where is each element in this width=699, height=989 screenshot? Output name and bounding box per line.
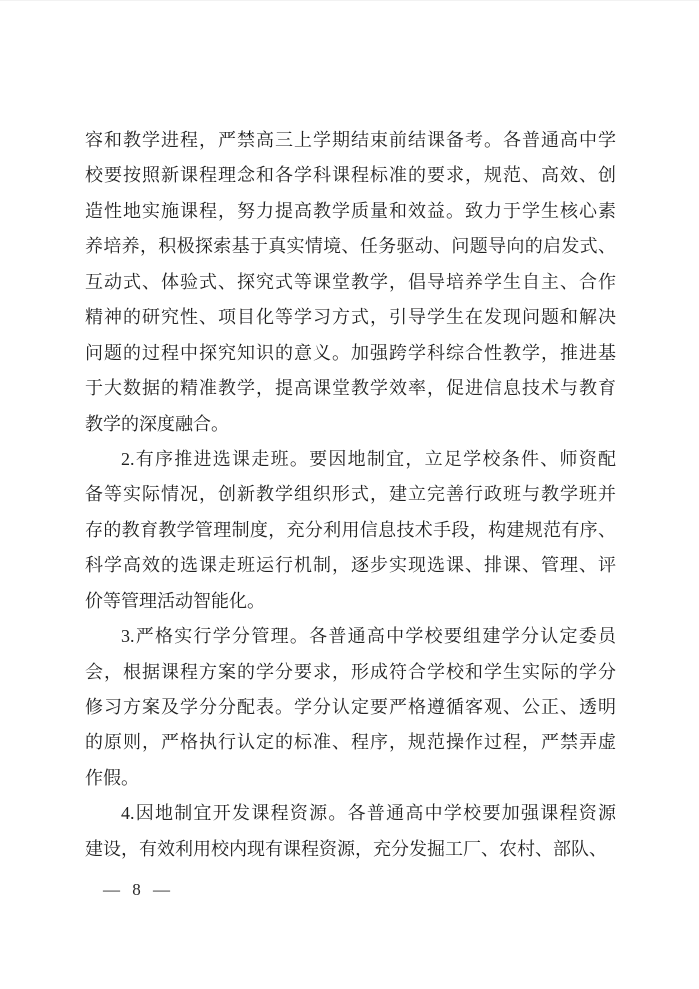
text-line: 价等管理活动智能化。 bbox=[85, 590, 265, 611]
text-line: 养培养，积极探索基于真实情境、任务驱动、问题导向的启发式、 bbox=[85, 236, 616, 257]
text-line: 问题的过程中探究知识的意义。加强跨学科综合性教学，推进基 bbox=[85, 342, 616, 363]
text-line: 4.因地制宜开发课程资源。各普通高中学校要加强课程资源 bbox=[121, 803, 616, 824]
text-line: 互动式、体验式、探究式等课堂教学，倡导培养学生自主、合作 bbox=[85, 271, 616, 292]
text-line: 2.有序推进选课走班。要因地制宜，立足学校条件、师资配 bbox=[121, 448, 616, 469]
document-body bbox=[85, 123, 616, 867]
paragraph bbox=[85, 442, 616, 619]
text-line: 备等实际情况，创新教学组织形式，建立完善行政班与教学班并 bbox=[85, 484, 616, 505]
text-line: 修习方案及学分分配表。学分认定要严格遵循客观、公正、透明 bbox=[85, 697, 616, 717]
text-line: 的原则，严格执行认定的标准、程序，规范操作过程，严禁弄虚 bbox=[85, 732, 616, 753]
text-line: 精神的研究性、项目化等学习方式，引导学生在发现问题和解决 bbox=[85, 307, 616, 328]
text-line: 存的教育教学管理制度，充分利用信息技术手段，构建规范有序、 bbox=[85, 519, 616, 540]
text-line: 科学高效的选课走班运行机制，逐步实现选课、排课、管理、评 bbox=[85, 555, 616, 576]
text-line: 于大数据的精准教学，提高课堂教学效率，促进信息技术与教育 bbox=[85, 378, 616, 399]
paragraph bbox=[85, 619, 616, 796]
text-line: 容和教学进程，严禁高三上学期结束前结课备考。各普通高中学 bbox=[85, 130, 616, 150]
text-line: 3.严格实行学分管理。各普通高中学校要组建学分认定委员 bbox=[121, 626, 616, 647]
text-line: 作假。 bbox=[85, 767, 139, 788]
page-number: — 8 — bbox=[103, 880, 171, 899]
text-line: 教学的深度融合。 bbox=[85, 413, 229, 434]
text-line: 校要按照新课程理念和各学科课程标准的要求，规范、高效、创 bbox=[85, 165, 616, 186]
paragraph bbox=[85, 123, 616, 442]
text-line: 建设，有效利用校内现有课程资源，充分发掘工厂、农村、部队、 bbox=[85, 838, 607, 859]
text-line: 会，根据课程方案的学分要求，形成符合学校和学生实际的学分 bbox=[85, 661, 616, 682]
paragraph bbox=[85, 796, 616, 867]
text-line: 造性地实施课程，努力提高教学质量和效益。致力于学生核心素 bbox=[85, 200, 616, 221]
